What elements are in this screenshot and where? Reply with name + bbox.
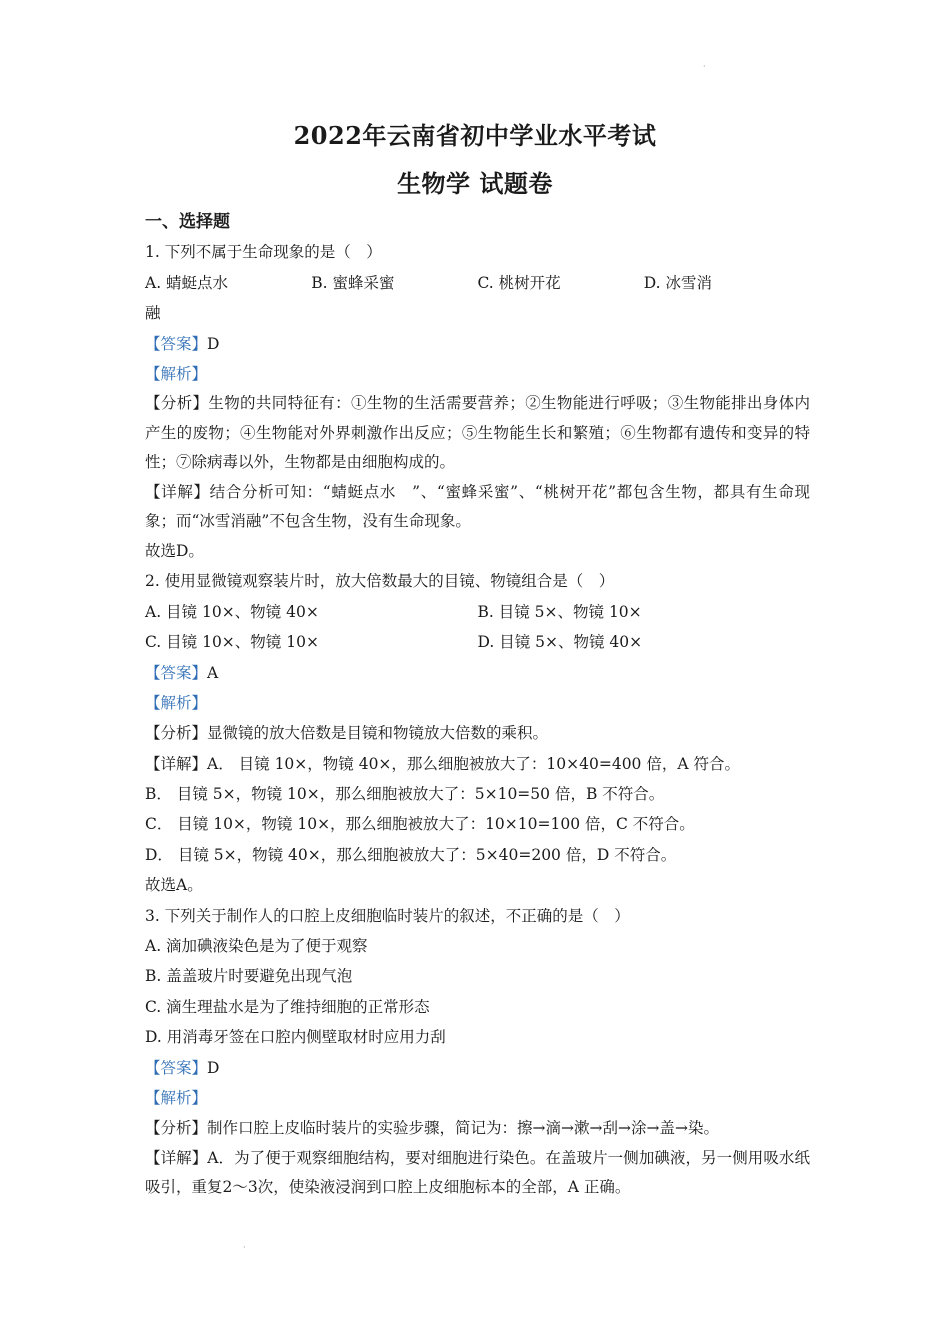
detail-b: B． 目镜 5×，物镜 10×，那么细胞被放大了：5×10=50 倍，B 不符合。 <box>145 785 665 804</box>
fenxi-paragraph <box>145 389 810 477</box>
answer-value: D <box>207 1058 220 1077</box>
question-stem: 1. 下列不属于生命现象的是（ ） <box>145 243 382 262</box>
question-1 <box>145 237 810 566</box>
page-mark-top: · <box>703 62 706 71</box>
option-d: D. 冰雪消 <box>643 273 712 292</box>
fenxi-text: 生物的共同特征有：①生物的生活需要营养；②生物能进行呼吸；③生物能排出身体内产生的废物；④生物能对外界刺激作出反应；⑤生物能生长和繁殖；⑥生物都有遗传和变异的特性；⑦除病毒以外，生物都是由细胞构成的。 <box>145 394 810 471</box>
exam-title: 2022年云南省初中学业水平考试 <box>293 121 657 150</box>
analysis-heading: 【解析】 <box>145 1088 208 1107</box>
xiangjie-paragraph <box>145 478 810 536</box>
xiangjie-line <box>145 749 810 779</box>
answer-tag: 【答案】 <box>145 663 208 682</box>
xiangjie-text: 结合分析可知：“蜻蜓点水 ”、“蜜蜂采蜜”、“桃树开花”都包含生物，都具有生命现象；而“冰雪消融”不包含生物，没有生命现象。 <box>145 482 810 530</box>
question-stem: 3. 下列关于制作人的口腔上皮细胞临时装片的叙述，不正确的是（ ） <box>145 906 630 925</box>
answer-tag: 【答案】 <box>145 1058 208 1077</box>
option-a: A. 滴加碘液染色是为了便于观察 <box>145 937 368 956</box>
answer-value: D <box>207 334 220 353</box>
answer-line <box>145 1053 810 1083</box>
question-3 <box>145 901 810 1203</box>
answer-tag: 【答案】 <box>145 334 208 353</box>
page-mark-bottom: · <box>243 1243 246 1252</box>
answer-value: A <box>207 663 219 682</box>
options-row <box>145 597 810 627</box>
option-b: B. 盖盖玻片时要避免出现气泡 <box>145 967 353 986</box>
option-d: D. 用消毒牙签在口腔内侧壁取材时应用力刮 <box>145 1028 446 1047</box>
xiangjie-tag: 【详解】 <box>145 482 210 501</box>
xiangjie-tag: 【详解】 <box>145 754 208 773</box>
xiangjie-tag: 【详解】 <box>145 1148 208 1167</box>
option-d: D. 目镜 5×、物镜 40× <box>477 633 643 652</box>
option-a: A. 目镜 10×、物镜 40× <box>145 602 319 621</box>
fenxi-tag: 【分析】 <box>145 724 208 743</box>
fenxi-text: 显微镜的放大倍数是目镜和物镜放大倍数的乘积。 <box>207 724 549 743</box>
exam-subtitle: 生物学 试题卷 <box>397 169 553 198</box>
fenxi-tag: 【分析】 <box>145 1119 208 1138</box>
options-row <box>145 627 810 657</box>
option-c: C. 桃树开花 <box>477 273 561 292</box>
xiangjie-paragraph <box>145 1144 810 1202</box>
answer-line <box>145 658 810 688</box>
fenxi-text: 制作口腔上皮临时装片的实验步骤，简记为：擦→滴→漱→刮→涂→盖→染。 <box>207 1119 719 1138</box>
option-b: B. 目镜 5×、物镜 10× <box>477 602 642 621</box>
xiangjie-text: A． 目镜 10×，物镜 40×，那么细胞被放大了：10×40=400 倍，A 符合。 <box>207 754 740 773</box>
conclusion: 故选A。 <box>145 876 203 895</box>
options-row <box>145 268 810 298</box>
section-heading: 一、选择题 <box>145 212 230 232</box>
fenxi-line <box>145 1113 810 1143</box>
analysis-heading: 【解析】 <box>145 693 208 712</box>
option-b: B. 蜜蜂采蜜 <box>311 273 395 292</box>
option-c: C. 目镜 10×、物镜 10× <box>145 633 319 652</box>
fenxi-tag: 【分析】 <box>145 394 209 413</box>
question-2 <box>145 566 810 900</box>
answer-line <box>145 329 810 359</box>
detail-c: C． 目镜 10×，物镜 10×，那么细胞被放大了：10×10=100 倍，C 不符合。 <box>145 815 695 834</box>
option-c: C. 滴生理盐水是为了维持细胞的正常形态 <box>145 997 430 1016</box>
conclusion: 故选D。 <box>145 541 204 560</box>
option-wrap: 融 <box>145 304 161 323</box>
xiangjie-text: A．为了便于观察细胞结构，要对细胞进行染色。在盖玻片一侧加碘液，另一侧用吸水纸吸引，重复2～3次，使染液浸润到口腔上皮细胞标本的全部，A 正确。 <box>145 1148 810 1196</box>
question-stem: 2. 使用显微镜观察装片时，放大倍数最大的目镜、物镜组合是（ ） <box>145 572 615 591</box>
analysis-heading: 【解析】 <box>145 364 208 383</box>
option-a: A. 蜻蜓点水 <box>145 273 229 292</box>
detail-d: D． 目镜 5×，物镜 40×，那么细胞被放大了：5×40=200 倍，D 不符合。 <box>145 845 677 864</box>
document-body <box>145 207 810 1202</box>
fenxi-line <box>145 718 810 748</box>
